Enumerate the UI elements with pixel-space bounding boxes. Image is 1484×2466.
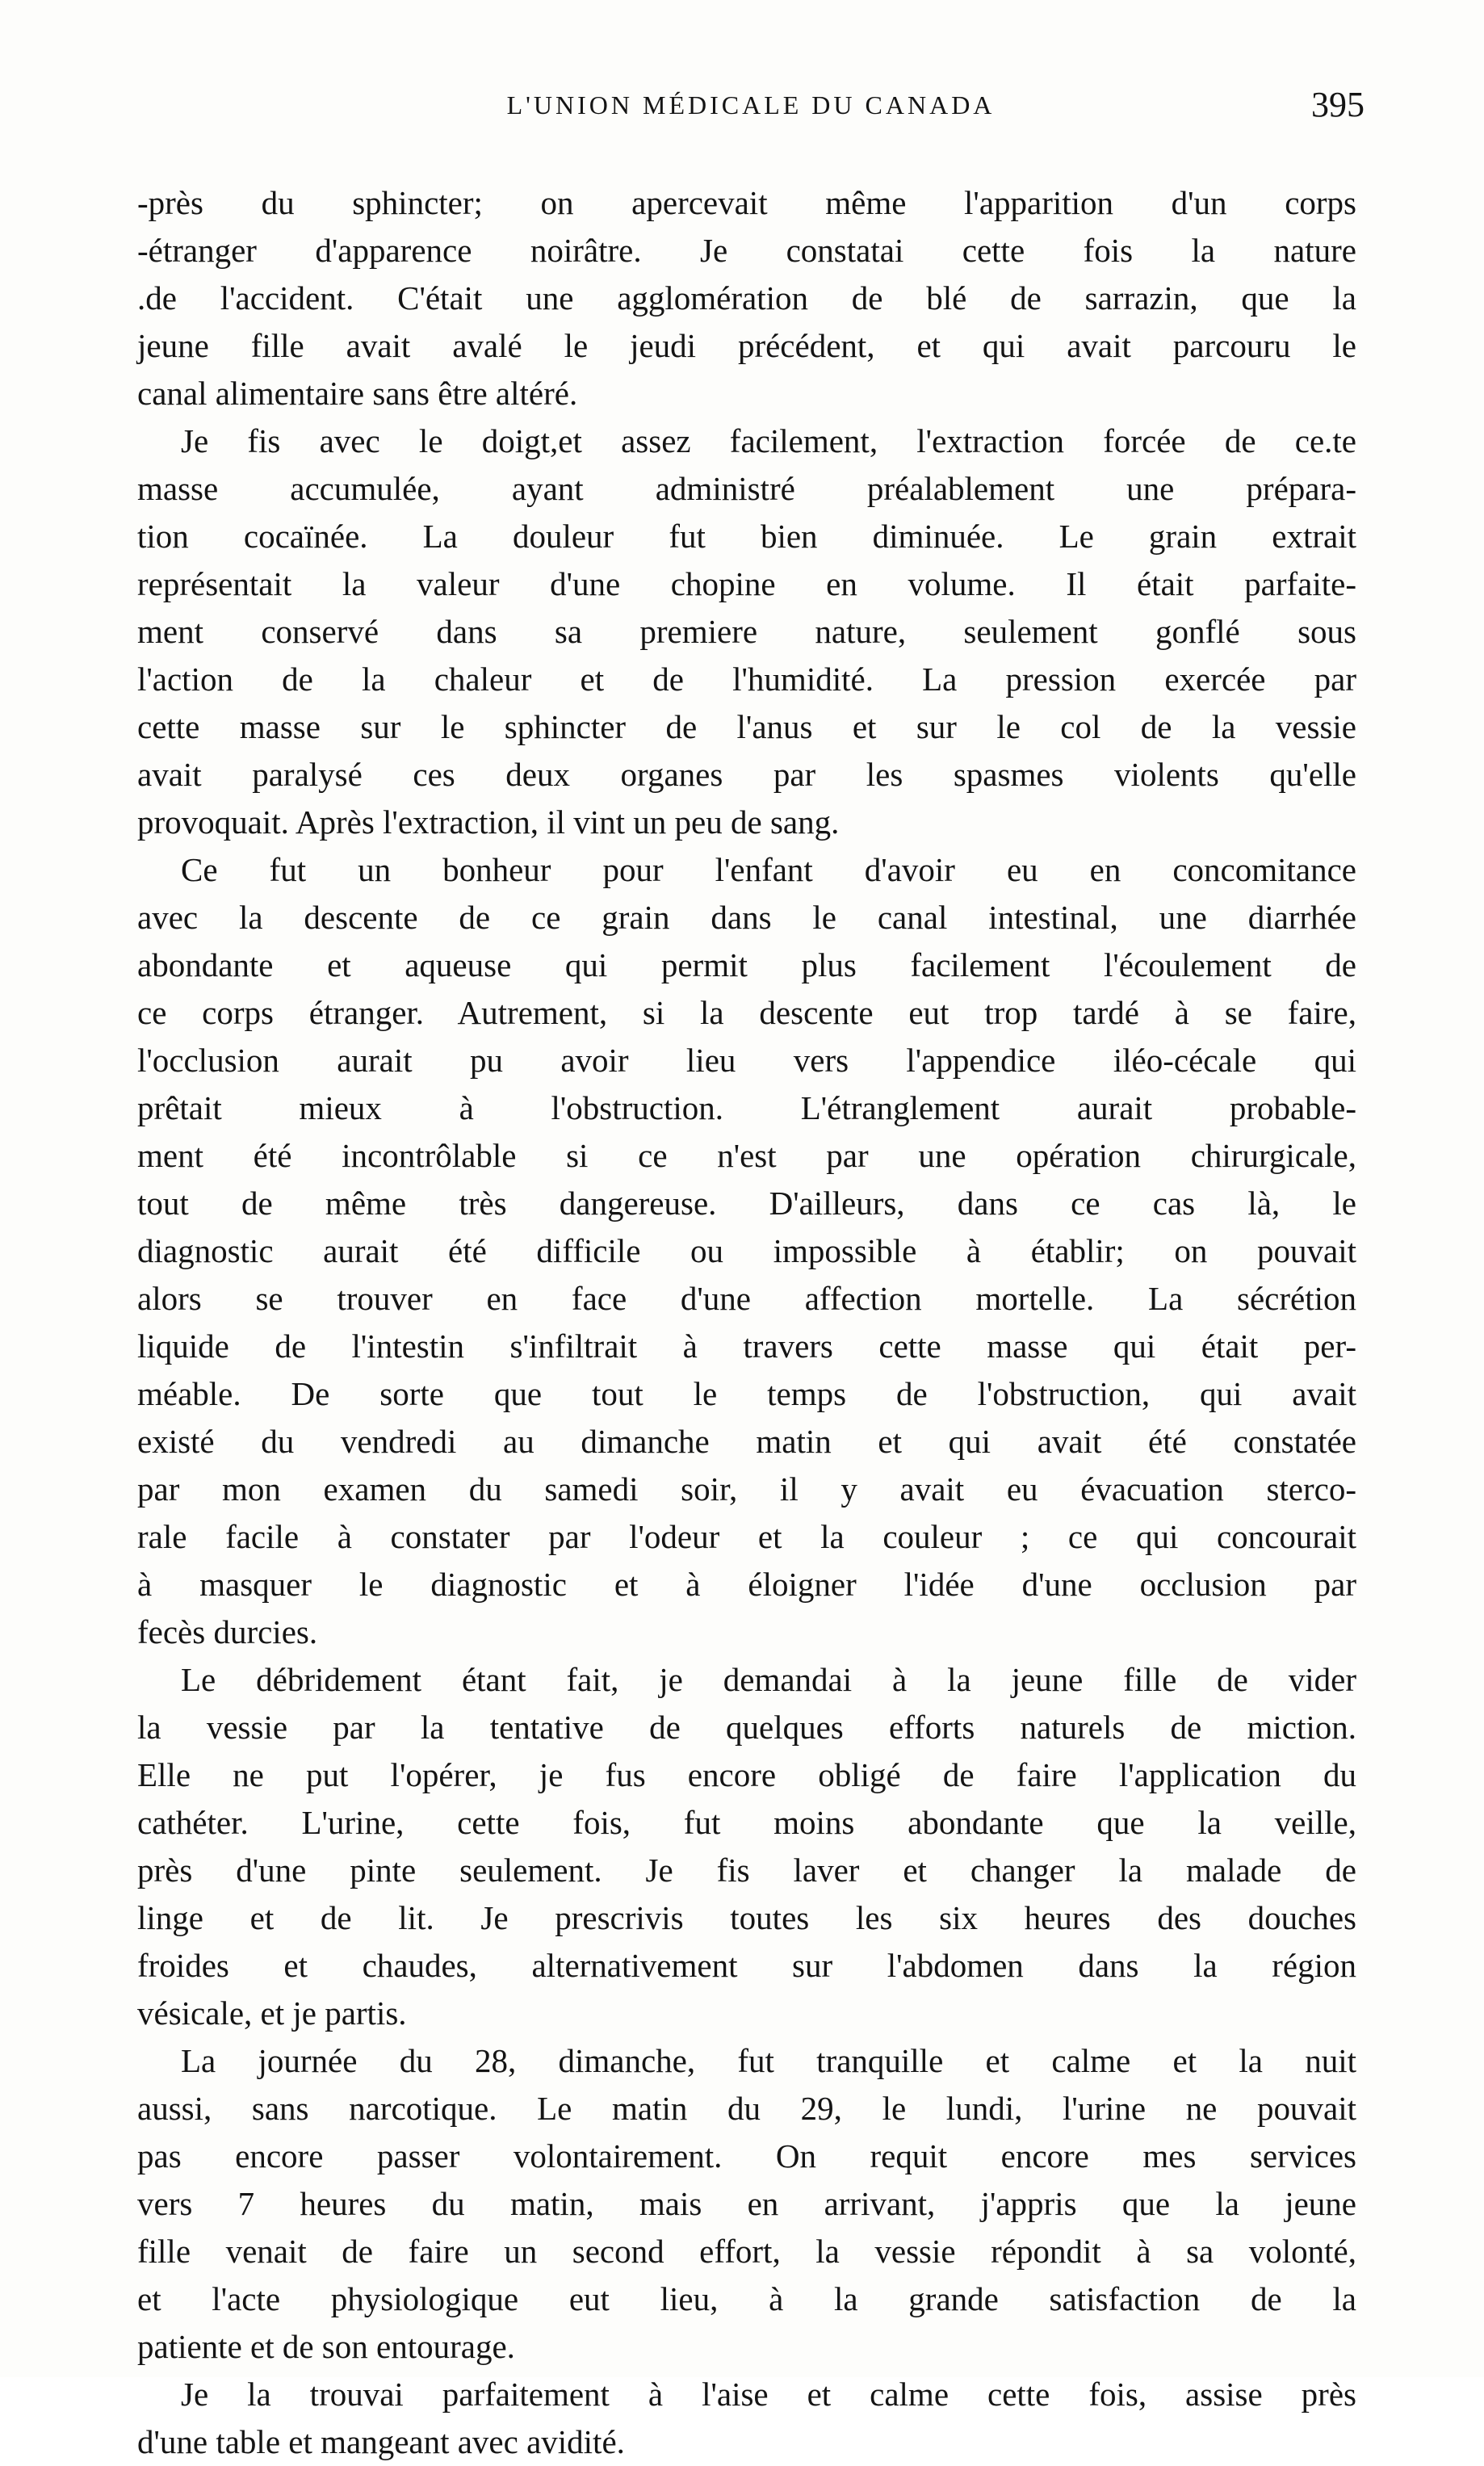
text-line: Je la trouvai parfaitement à l'aise et calme cette fois, assise près — [181, 2376, 1356, 2413]
text-line: tout de même très dangereuse. D'ailleurs, dans ce cas là, le — [137, 1185, 1356, 1222]
text-line: ce corps étranger. Autrement, si la descente eut trop tardé à se faire, — [137, 994, 1356, 1031]
text-line: à masquer le diagnostic et à éloigner l'idée d'une occlusion par — [137, 1566, 1356, 1603]
text-line: par mon examen du samedi soir, il y avait eu évacuation sterco- — [137, 1470, 1356, 1508]
text-line: et l'acte physiologique eut lieu, à la grande satisfaction de la — [137, 2280, 1356, 2317]
paragraph — [137, 846, 1356, 1656]
text-line: froides et chaudes, alternativement sur l'abdomen dans la région — [137, 1947, 1356, 1984]
text-line: Ce fut un bonheur pour l'enfant d'avoir eu en concomitance — [181, 851, 1356, 888]
text-line: Je fis avec le doigt,et assez facilement, l'extraction forcée de ce.te — [181, 422, 1356, 459]
text-line: patiente et de son entourage. — [137, 2328, 515, 2365]
paragraph — [137, 2037, 1356, 2371]
text-line: l'action de la chaleur et de l'humidité. La pression exercée par — [137, 661, 1356, 698]
text-line: pas encore passer volontairement. On requit encore mes services — [137, 2137, 1356, 2175]
text-line: rale facile à constater par l'odeur et la couleur ; ce qui concourait — [137, 1518, 1356, 1555]
text-line: provoquait. Après l'extraction, il vint un peu de sang. — [137, 803, 840, 841]
paragraph — [137, 417, 1356, 846]
text-line: jeune fille avait avalé le jeudi précédent, et qui avait parcouru le — [137, 327, 1356, 364]
text-line: -près du sphincter; on apercevait même l'apparition d'un corps — [137, 184, 1356, 221]
running-head — [137, 87, 1365, 136]
text-line: diagnostic aurait été difficile ou impossible à établir; on pouvait — [137, 1232, 1356, 1269]
text-line: avec la descente de ce grain dans le canal intestinal, une diarrhée — [137, 899, 1356, 936]
text-line: abondante et aqueuse qui permit plus facilement l'écoulement de — [137, 946, 1356, 983]
text-line: fecès durcies. — [137, 1613, 318, 1650]
text-line: Le débridement étant fait, je demandai à la jeune fille de vider — [181, 1661, 1356, 1698]
text-line: avait paralysé ces deux organes par les spasmes violents qu'elle — [137, 756, 1356, 793]
text-line: la vessie par la tentative de quelques efforts naturels de miction. — [137, 1709, 1356, 1746]
body-text — [137, 179, 1356, 2466]
text-line: La journée du 28, dimanche, fut tranquille et calme et la nuit — [181, 2042, 1356, 2079]
text-line: près d'une pinte seulement. Je fis laver et changer la malade de — [137, 1852, 1356, 1889]
text-line: -étranger d'apparence noirâtre. Je constatai cette fois la nature — [137, 232, 1356, 269]
paragraph — [137, 2371, 1356, 2466]
text-line: alors se trouver en face d'une affection mortelle. La sécrétion — [137, 1280, 1356, 1317]
text-line: masse accumulée, ayant administré préalablement une prépara- — [137, 470, 1356, 507]
text-line: liquide de l'intestin s'infiltrait à travers cette masse qui était per- — [137, 1327, 1356, 1365]
text-line: Elle ne put l'opérer, je fus encore obligé de faire l'application du — [137, 1756, 1356, 1793]
text-line: ment été incontrôlable si ce n'est par une opération chirurgicale, — [137, 1137, 1356, 1174]
text-line: représentait la valeur d'une chopine en volume. Il était parfaite- — [137, 565, 1356, 602]
text-line: linge et de lit. Je prescrivis toutes les six heures des douches — [137, 1899, 1356, 1936]
text-line: cathéter. L'urine, cette fois, fut moins abondante que la veille, — [137, 1804, 1356, 1841]
text-line: tion cocaïnée. La douleur fut bien diminuée. Le grain extrait — [137, 518, 1356, 555]
paragraph — [137, 179, 1356, 417]
page-number: 395 — [1311, 85, 1365, 124]
text-line: l'occlusion aurait pu avoir lieu vers l'appendice iléo-cécale qui — [137, 1042, 1356, 1079]
text-line: cette masse sur le sphincter de l'anus et sur le col de la vessie — [137, 708, 1356, 745]
text-line: méable. De sorte que tout le temps de l'obstruction, qui avait — [137, 1375, 1356, 1412]
text-line: vers 7 heures du matin, mais en arrivant, j'appris que la jeune — [137, 2185, 1356, 2222]
text-line: aussi, sans narcotique. Le matin du 29, le lundi, l'urine ne pouvait — [137, 2090, 1356, 2127]
text-line: d'une table et mangeant avec avidité. — [137, 2423, 625, 2460]
text-line: vésicale, et je partis. — [137, 1994, 407, 2032]
paragraph — [137, 1656, 1356, 2037]
running-title: L'UNION MÉDICALE DU CANADA — [506, 90, 996, 120]
text-line: canal alimentaire sans être altéré. — [137, 375, 578, 412]
text-line: existé du vendredi au dimanche matin et qui avait été constatée — [137, 1423, 1356, 1460]
text-line: .de l'accident. C'était une agglomération de blé de sarrazin, que la — [137, 279, 1356, 317]
text-line: prêtait mieux à l'obstruction. L'étranglement aurait probable- — [137, 1089, 1356, 1126]
text-line: ment conservé dans sa premiere nature, seulement gonflé sous — [137, 613, 1356, 650]
text-line: fille venait de faire un second effort, la vessie répondit à sa volonté, — [137, 2233, 1356, 2270]
